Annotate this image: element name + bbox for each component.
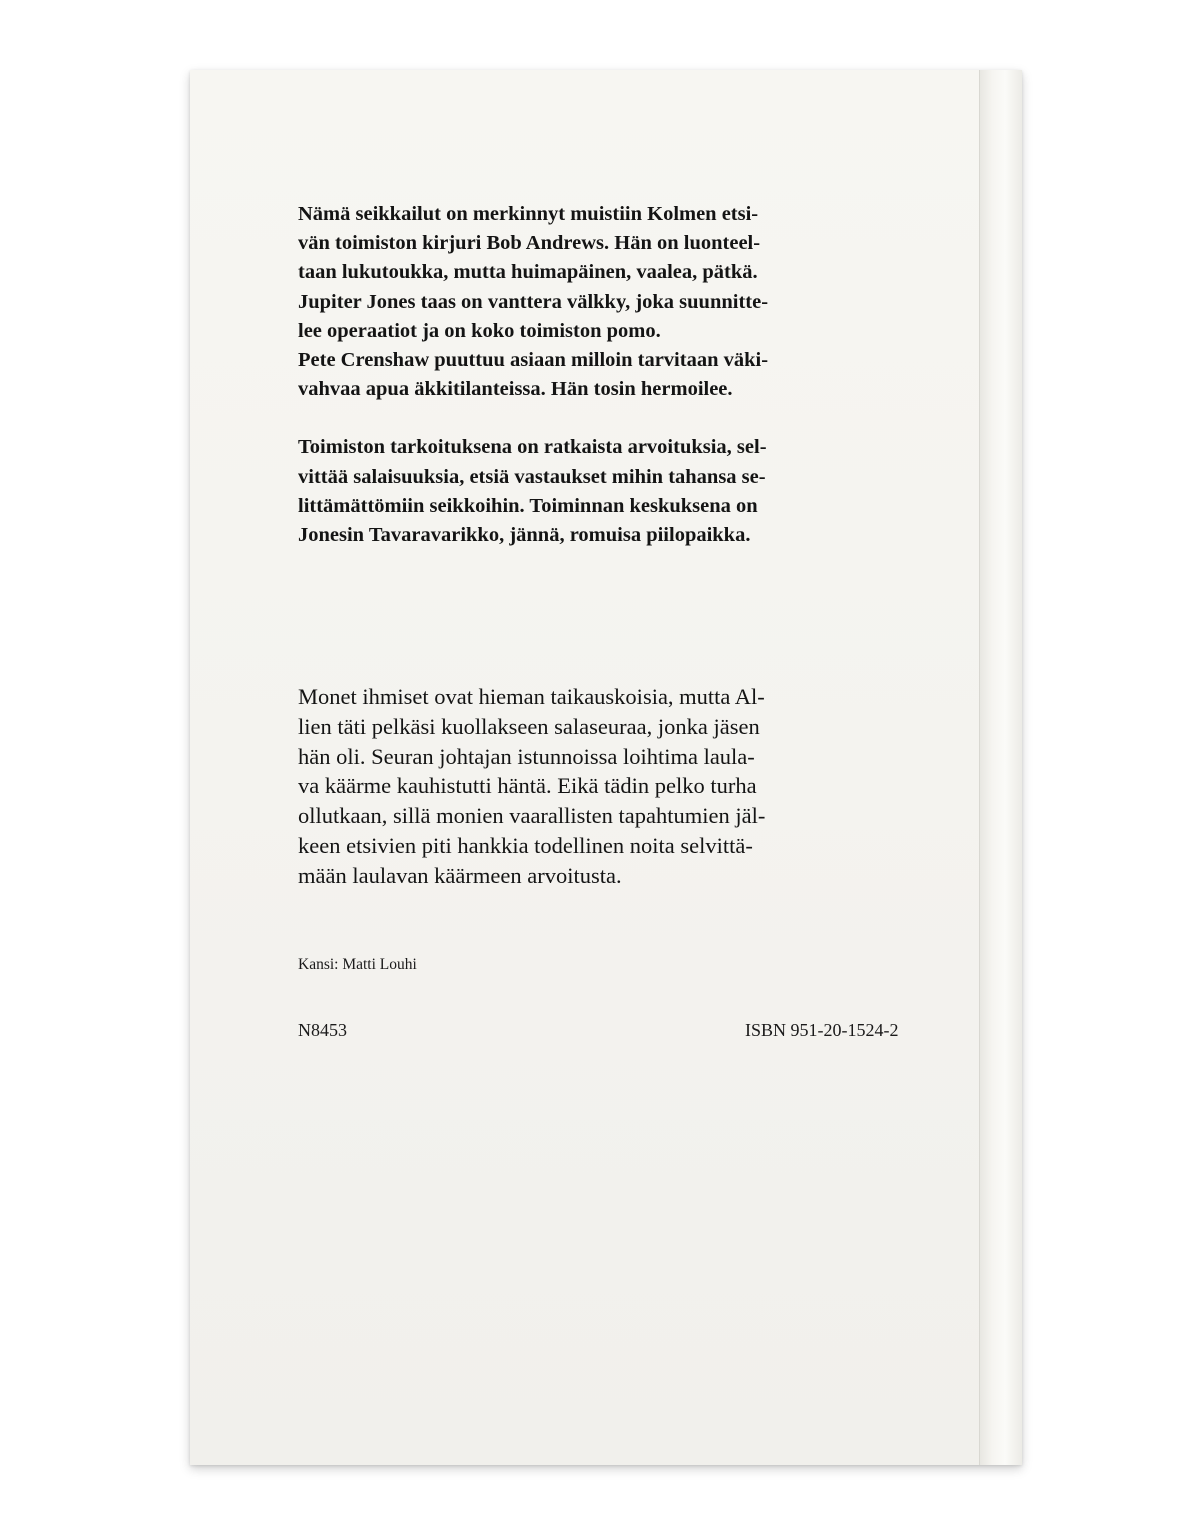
text-line: Toimiston tarkoituksena on ratkaista arvoituksia, sel-	[298, 436, 767, 459]
text-line: vittää salaisuuksia, etsiä vastaukset mihin tahansa se-	[298, 465, 766, 488]
text-line: hän oli. Seuran johtajan istunnoissa loihtima laula-	[298, 743, 755, 769]
story-blurb	[298, 682, 938, 891]
book-spine	[979, 70, 1022, 1465]
text-line: vän toimiston kirjuri Bob Andrews. Hän on luonteel-	[298, 232, 761, 255]
text-line: Jonesin Tavaravarikko, jännä, romuisa piilopaikka.	[298, 524, 751, 547]
series-description	[298, 200, 938, 550]
text-line: mään laulavan käärmeen arvoitusta.	[298, 862, 622, 888]
text-line: taan lukutoukka, mutta huimapäinen, vaalea, pätkä.	[298, 261, 758, 284]
cover-credit: Kansi: Matti Louhi	[298, 956, 417, 973]
intro-paragraph	[298, 200, 938, 404]
text-line: Pete Crenshaw puuttuu asiaan milloin tarvitaan väki-	[298, 349, 769, 372]
product-code: N8453	[298, 1020, 347, 1040]
book-back-cover	[190, 70, 1022, 1465]
text-line: va käärme kauhistutti häntä. Eikä tädin pelko turha	[298, 773, 757, 799]
text-line: Monet ihmiset ovat hieman taikauskoisia, mutta Al-	[298, 684, 765, 709]
text-line: keen etsivien piti hankkia todellinen noita selvittä-	[298, 832, 753, 858]
text-line: ollutkaan, sillä monien vaarallisten tapahtumien jäl-	[298, 803, 766, 829]
text-line: lee operaatiot ja on koko toimiston pomo.	[298, 319, 661, 342]
text-line: vahvaa apua äkkitilanteissa. Hän tosin hermoilee.	[298, 378, 733, 401]
text-line: Jupiter Jones taas on vanttera välkky, joka suunnitte-	[298, 290, 769, 313]
text-line: littämättömiin seikkoihin. Toiminnan keskuksena on	[298, 494, 758, 517]
office-paragraph	[298, 433, 938, 550]
text-line: Nämä seikkailut on merkinnyt muistiin Kolmen etsi-	[298, 203, 759, 225]
isbn-number: ISBN 951-20-1524-2	[745, 1020, 899, 1040]
text-line: lien täti pelkäsi kuollakseen salaseuraa, jonka jäsen	[298, 713, 760, 739]
